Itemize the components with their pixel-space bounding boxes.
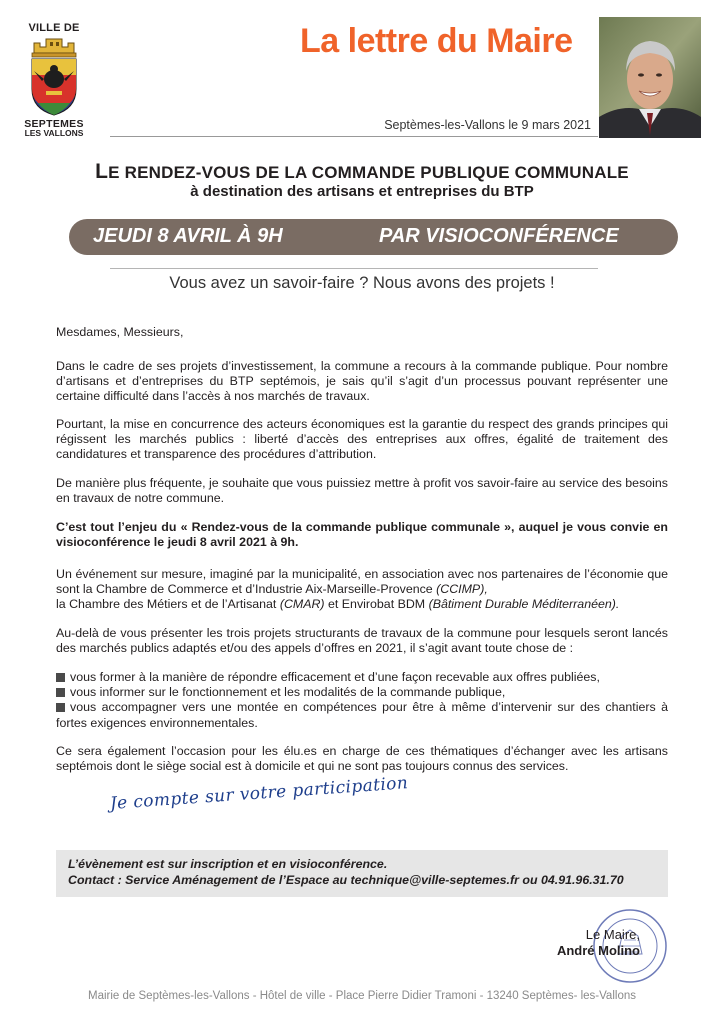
paragraph-3 <box>56 476 668 506</box>
paragraph-7-text: Ce sera également l’occasion pour les élu.es en charge de ces thématiques d’échanger avec les artisans septémois dont le siège social est à domicile et qui ne sont pas toujours connus des services. <box>56 744 668 774</box>
info-contact: Contact : Service Aménagement de l’Espace au technique@ville-septemes.fr ou 04.91.96.31.70 <box>68 873 624 887</box>
list-item <box>56 670 668 685</box>
logo-town-subname: LES VALLONS <box>24 128 84 138</box>
list-item <box>56 700 668 730</box>
list-item <box>56 685 668 700</box>
paragraph-5-ccimp: (CCIMP), <box>436 582 488 597</box>
handwritten-note: Je compte sur votre participation <box>109 773 409 814</box>
signature-role: Le Maire, <box>585 927 640 942</box>
salutation-text: Mesdames, Messieurs, <box>56 325 184 339</box>
headline-title <box>0 160 724 184</box>
paragraph-4 <box>56 520 668 550</box>
letter-title: La lettre du Maire <box>300 22 573 60</box>
paragraph-5-bdm: (Bâtiment Durable Méditerranéen). <box>428 597 620 612</box>
salutation <box>56 325 668 340</box>
paragraph-2 <box>56 417 668 463</box>
info-box <box>56 850 668 897</box>
coat-of-arms-icon <box>26 35 82 117</box>
tagline: Vous avez un savoir-faire ? Nous avons des projets ! <box>169 274 555 292</box>
paragraph-5-text <box>56 567 668 613</box>
headline-subtitle: à destination des artisans et entreprises du BTP <box>190 183 534 200</box>
paragraph-1-text: Dans le cadre de ses projets d’investissement, la commune a recours à la commande publique. Pour nombre d’artisans et d’entreprises du BTP septémois, je sais qu’il s’agit d’un processus pouvant représenter une certaine difficulté dans l’accès à nos marchés de travaux. <box>56 359 668 404</box>
paragraph-5 <box>56 567 668 613</box>
headline-initial: L <box>95 160 109 183</box>
square-bullet-icon <box>56 703 65 712</box>
list-item-text: vous accompagner vers une montée en compétences pour être à même d’intervenir sur des chantiers à fortes exigences environnementales. <box>56 700 668 730</box>
list-item-text: vous informer sur le fonctionnement et les modalités de la commande publique, <box>70 685 506 700</box>
paragraph-6-text: Au-delà de vous présenter les trois projets structurants de travaux de la commune pour lesquels seront lancés des marchés publics adaptés et/ou des appels d’offres en 2021, il s’agit avant toute chose de : <box>56 626 668 656</box>
paragraph-1 <box>56 359 668 405</box>
header-divider <box>110 136 598 137</box>
mayor-photo <box>599 17 701 138</box>
paragraph-7 <box>56 744 668 774</box>
logo-ville-de: VILLE DE <box>28 22 80 34</box>
paragraph-2-text: Pourtant, la mise en concurrence des acteurs économiques est la garantie du respect des grands principes qui régissent les marchés publics : liberté d’accès des entreprises aux offres, égalité de traitement des candidatures et transparence des procédures d’attribution. <box>56 417 668 462</box>
paragraph-5-cmar: (CMAR) <box>279 597 325 612</box>
tagline-divider <box>110 268 598 269</box>
footer-address: Mairie de Septèmes-les-Vallons - Hôtel de ville - Place Pierre Didier Tramoni - 13240 Septèmes- les-Vallons <box>88 990 636 1002</box>
headline-title-rest: E RENDEZ-VOUS DE LA COMMANDE PUBLIQUE COMMUNALE <box>108 163 629 182</box>
bullet-list <box>56 670 668 731</box>
paragraph-5-part-b: la Chambre des Métiers et de l’Artisanat <box>56 597 280 612</box>
list-item-text: vous former à la manière de répondre efficacement et d’une façon recevable aux offres publiées, <box>70 670 600 684</box>
paragraph-5-part-c: et Envirobat BDM <box>324 597 429 612</box>
paragraph-3-text: De manière plus fréquente, je souhaite que vous puissiez mettre à profit vos savoir-faire au service des besoins en travaux de notre commune. <box>56 476 668 506</box>
info-registration: L’évènement est sur inscription et en visioconférence. <box>68 857 388 871</box>
logo-town-name: SEPTEMES <box>24 118 84 130</box>
square-bullet-icon <box>56 673 65 682</box>
square-bullet-icon <box>56 688 65 697</box>
event-banner <box>69 219 678 255</box>
town-logo <box>22 22 86 146</box>
signature-block <box>557 927 640 959</box>
paragraph-5-part-a: Un événement sur mesure, imaginé par la municipalité, en association avec nos partenaires de l’économie que sont la Chambre de Commerce et d’Industrie Aix-Marseille-Provence <box>56 567 668 597</box>
signature-name: André Molino <box>556 943 640 958</box>
event-date-time: JEUDI 8 AVRIL À 9H <box>93 225 283 247</box>
event-mode: PAR VISIOCONFÉRENCE <box>379 225 619 247</box>
place-and-date: Septèmes-les-Vallons le 9 mars 2021 <box>384 118 591 132</box>
paragraph-4-text: C’est tout l’enjeu du « Rendez-vous de la commande publique communale », auquel je vous convie en visioconférence le jeudi 8 avril 2021 à 9h. <box>56 520 668 550</box>
paragraph-6 <box>56 626 668 656</box>
